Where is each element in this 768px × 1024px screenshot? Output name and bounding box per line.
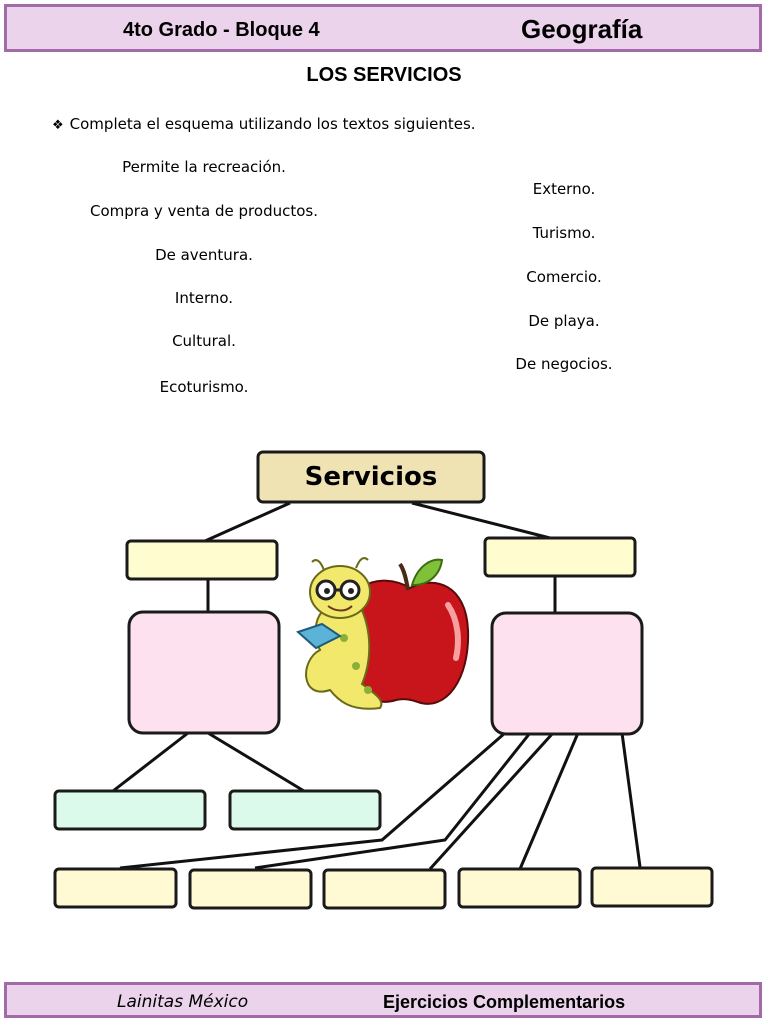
answer-box-level2-left [129, 612, 279, 733]
word-bank-item: Permite la recreación. [122, 158, 286, 176]
answer-box-level1-right [485, 538, 635, 576]
word-bank-item: Externo. [532, 180, 596, 198]
word-bank-item: Interno. [174, 289, 234, 307]
grade-label: 4to Grado - Bloque 4 [123, 19, 320, 41]
diamond-bullet-icon: ❖ [52, 118, 64, 133]
answer-box-leaf-right-4 [459, 869, 580, 907]
word-bank-item: Turismo. [532, 224, 596, 242]
answer-box-level2-right [492, 613, 642, 734]
answer-box-leaf-right-5 [592, 868, 712, 906]
series-label: Ejercicios Complementarios [383, 992, 626, 1012]
word-bank-item: De playa. [528, 312, 600, 330]
answer-box-leaf-right-2 [190, 870, 311, 908]
publisher-label: Lainitas México [117, 992, 249, 1012]
answer-box-leaf-left-2 [230, 791, 380, 829]
root-label: Servicios [304, 462, 438, 492]
word-bank-item: Comercio. [526, 268, 602, 286]
footer-banner [4, 982, 762, 1018]
worm-apple-icon [298, 558, 468, 709]
instruction-text: Completa el esquema utilizando los textos siguientes. [69, 115, 476, 133]
word-bank-item: De aventura. [155, 246, 253, 264]
word-bank-item: De negocios. [515, 355, 613, 373]
word-bank-item: Compra y venta de productos. [90, 202, 318, 220]
answer-box-leaf-left-1 [55, 791, 205, 829]
subject-label: Geografía [521, 14, 643, 44]
page-title: LOS SERVICIOS [306, 64, 462, 86]
answer-box-leaf-right-3 [324, 870, 445, 908]
answer-box-level1-left [127, 541, 277, 579]
word-bank-item: Ecoturismo. [159, 378, 249, 396]
word-bank-item: Cultural. [172, 332, 236, 350]
answer-box-leaf-right-1 [55, 869, 176, 907]
